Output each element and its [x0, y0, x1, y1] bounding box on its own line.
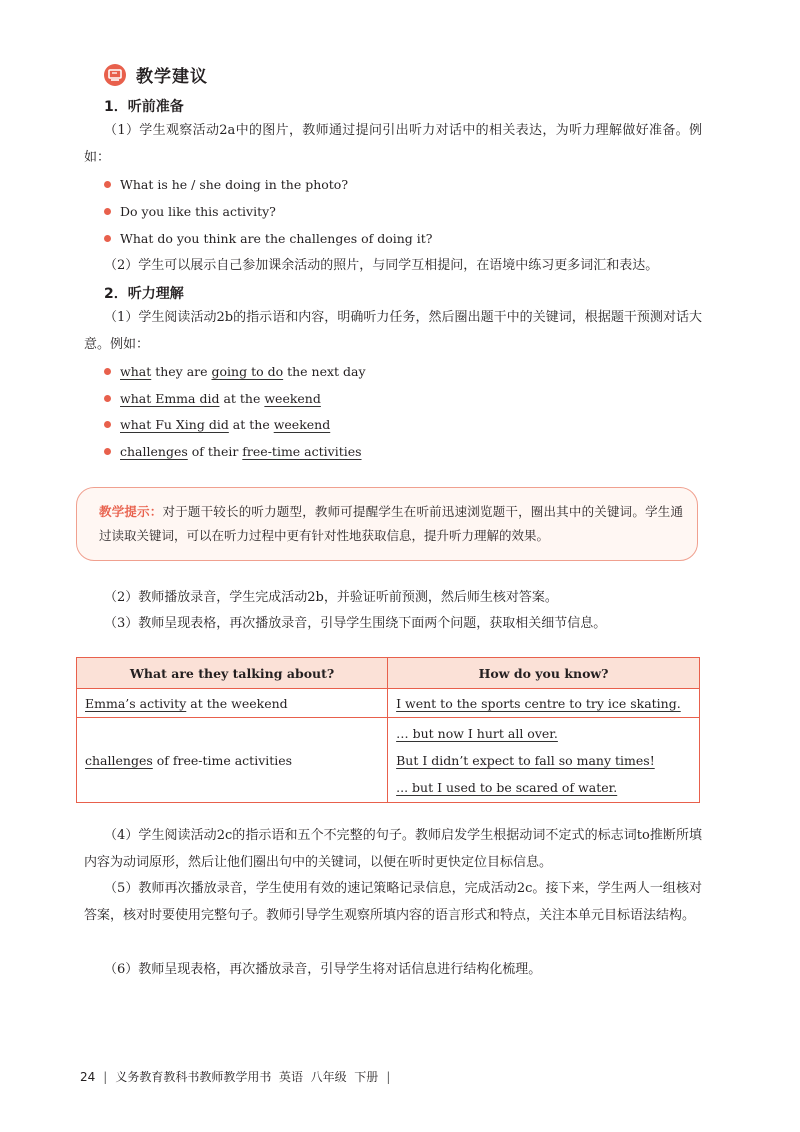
bullet-dot-icon — [104, 421, 111, 428]
table-row — [77, 689, 700, 718]
prelisten-paragraph-1: （1）学生观察活动2a中的图片，教师通过提问引出听力对话中的相关表达，为听力理解做好准备。例如： — [84, 123, 702, 165]
table-cell — [388, 718, 700, 803]
bullet-dot-icon — [104, 395, 111, 402]
answer-line: … but now I hurt all over. — [396, 725, 558, 741]
listen-paragraph-6: （6）教师呈现表格，再次播放录音，引导学生将对话信息进行结构化梳理。 — [104, 962, 542, 977]
listen-paragraph-5: （5）教师再次播放录音，学生使用有效的速记策略记录信息，完成活动2c。接下来，学生两人一组核对答案，核对时要使用完整句子。教师引导学生观察所填内容的语言形式和特点，关注本单元目标语法结构。 — [84, 881, 702, 923]
teaching-tip-label: 教学提示： — [99, 504, 163, 519]
bullet-dot-icon — [104, 235, 111, 242]
question-item: What is he / she doing in the photo? — [104, 175, 348, 195]
book-title: 义务教育教科书教师教学用书 — [115, 1070, 272, 1084]
section-title: 教学建议 — [136, 67, 208, 87]
keyword-item: what Fu Xing did at the weekend — [104, 415, 330, 435]
chalkboard-icon — [104, 64, 126, 86]
table-header-row — [77, 658, 700, 689]
answer-line: But I didn’t expect to fall so many times! — [396, 752, 655, 768]
question-item: What do you think are the challenges of doing it? — [104, 229, 433, 249]
table-header-cell: How do you know? — [388, 658, 700, 689]
keyword-item: what they are going to do the next day — [104, 362, 366, 382]
listen-paragraph-2: （2）教师播放录音，学生完成活动2b，并验证听前预测，然后师生核对答案。 — [104, 590, 558, 605]
table-cell: Emma’s activity at the weekend — [77, 689, 388, 718]
listen-paragraph-3: （3）教师呈现表格，再次播放录音，引导学生围绕下面两个问题，获取相关细节信息。 — [104, 616, 607, 631]
table-row — [77, 718, 700, 803]
table-header-cell: What are they talking about? — [77, 658, 388, 689]
listen-paragraph-1: （1）学生阅读活动2b的指示语和内容，明确听力任务，然后圈出题干中的关键词，根据题干预测对话大意。例如： — [84, 310, 702, 352]
table-cell: I went to the sports centre to try ice skating. — [388, 689, 700, 718]
grade: 八年级 — [310, 1070, 347, 1084]
prelisten-paragraph-2: （2）学生可以展示自己参加课余活动的照片，与同学互相提问，在语境中练习更多词汇和表达。 — [104, 258, 659, 273]
heading-listen: 2．听力理解 — [104, 286, 184, 302]
subject: 英语 — [278, 1070, 303, 1084]
volume: 下册 — [354, 1070, 379, 1084]
question-item: Do you like this activity? — [104, 202, 276, 222]
page-number: 24 — [80, 1070, 96, 1084]
keyword-item: challenges of their free-time activities — [104, 442, 362, 462]
info-table — [76, 657, 700, 803]
listen-paragraph-4: （4）学生阅读活动2c的指示语和五个不完整的句子。教师启发学生根据动词不定式的标志词to推断所填内容为动词原形，然后让他们圈出句中的关键词，以便在听时更快定位目标信息。 — [84, 828, 702, 870]
bullet-dot-icon — [104, 448, 111, 455]
section-header — [104, 62, 208, 87]
keyword-item: what Emma did at the weekend — [104, 389, 321, 409]
teaching-tip-box — [76, 487, 698, 561]
bullet-dot-icon — [104, 208, 111, 215]
page-footer: 24 | 义务教育教科书教师教学用书 英语 八年级 下册 | — [80, 1070, 391, 1084]
answer-line: ... but I used to be scared of water. — [396, 779, 618, 795]
heading-prelisten: 1．听前准备 — [104, 99, 184, 115]
bullet-dot-icon — [104, 368, 111, 375]
bullet-dot-icon — [104, 181, 111, 188]
teaching-tip-text: 教学提示：对于题干较长的听力题型，教师可提醒学生在听前迅速浏览题干，圈出其中的关键词。学生通过读取关键词，可以在听力过程中更有针对性地获取信息，提升听力理解的效果。 — [99, 504, 683, 543]
table-cell: challenges of free-time activities — [77, 718, 388, 803]
